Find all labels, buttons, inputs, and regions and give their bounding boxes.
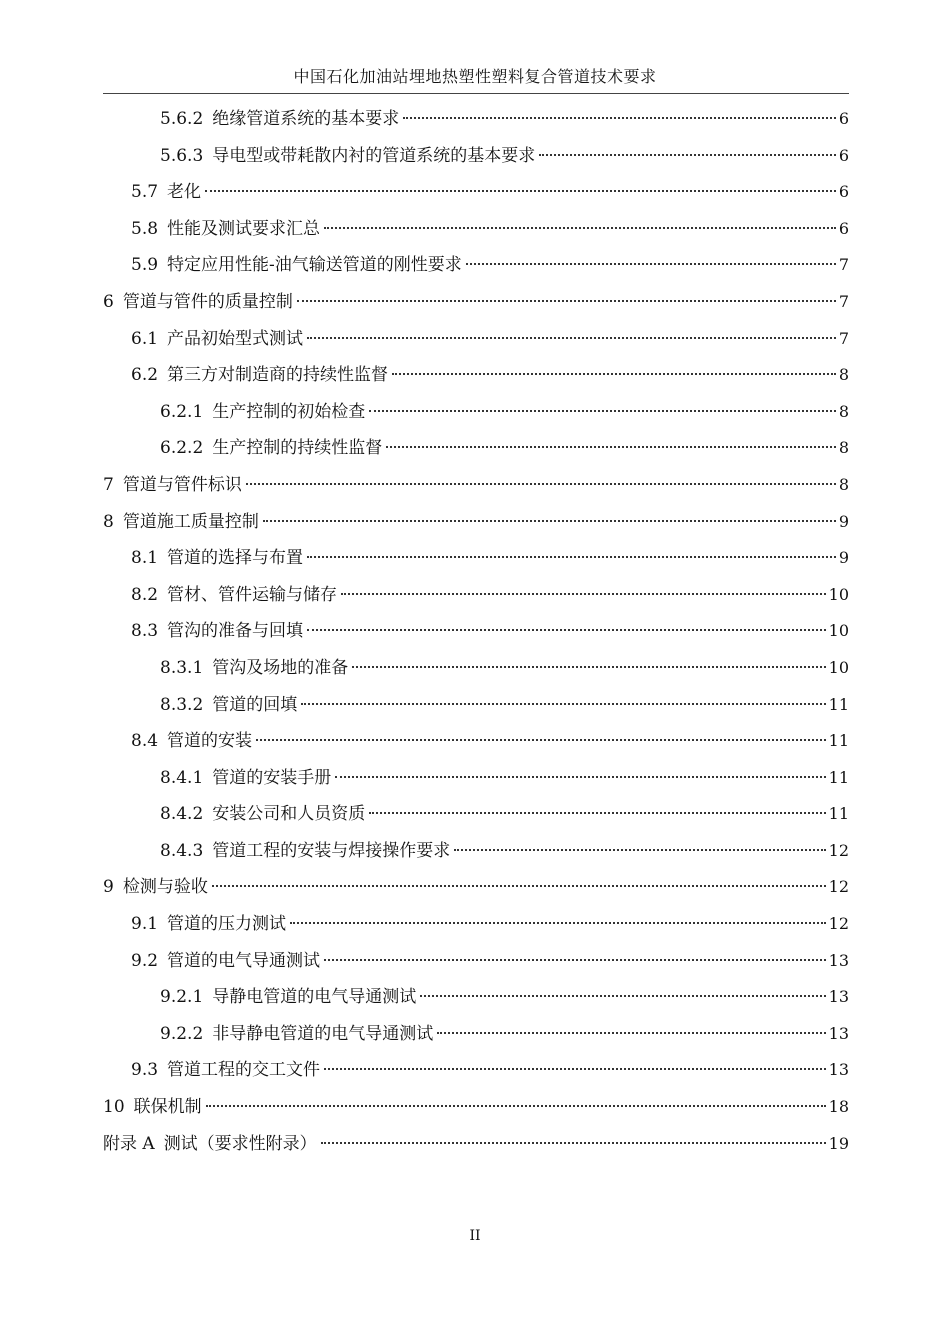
toc-entry-page: 7	[838, 328, 849, 348]
toc-entry-number: 6.2	[131, 365, 159, 386]
toc-entry-number: 5.8	[131, 218, 159, 239]
toc-dot-leader	[324, 1068, 826, 1070]
toc-entry-number: 5.6.3	[160, 145, 204, 166]
toc-entry-number: 8.3	[131, 621, 159, 642]
toc-entry[interactable]	[103, 431, 849, 468]
toc-entry-title: 管道的电气导通测试	[167, 950, 321, 971]
toc-entry[interactable]	[103, 322, 849, 359]
toc-entry-page: 13	[828, 987, 849, 1007]
toc-entry-title: 管道的回填	[212, 694, 298, 715]
toc-entry-page: 6	[838, 145, 849, 165]
toc-entry-page: 11	[828, 731, 849, 751]
toc-entry-page: 8	[838, 365, 849, 385]
toc-entry-page: 7	[838, 291, 849, 311]
toc-entry-number: 8.4.2	[160, 804, 204, 825]
toc-entry-page: 8	[838, 438, 849, 458]
toc-entry[interactable]	[103, 1017, 849, 1054]
toc-entry-number: 6	[103, 291, 114, 312]
toc-dot-leader	[307, 337, 836, 339]
toc-entry[interactable]	[103, 1053, 849, 1090]
toc-dot-leader	[437, 1032, 825, 1034]
toc-entry[interactable]	[103, 1090, 849, 1127]
toc-entry-page: 18	[828, 1097, 849, 1117]
toc-entry-title: 管道工程的交工文件	[167, 1060, 321, 1081]
toc-dot-leader	[321, 1142, 826, 1144]
toc-entry[interactable]	[103, 1127, 849, 1164]
toc-entry-title: 老化	[167, 182, 202, 203]
toc-entry-page: 11	[828, 804, 849, 824]
toc-entry-title: 生产控制的持续性监督	[212, 438, 383, 459]
toc-entry-number: 8	[103, 511, 114, 532]
toc-entry-number: 6.2.1	[160, 401, 204, 422]
toc-entry[interactable]	[103, 139, 849, 176]
toc-entry-title: 管道的安装	[167, 731, 253, 752]
toc-entry-title: 检测与验收	[122, 877, 208, 898]
toc-dot-leader	[290, 922, 826, 924]
toc-entry[interactable]	[103, 248, 849, 285]
toc-entry-number: 9.2.2	[160, 1023, 204, 1044]
toc-entry[interactable]	[103, 358, 849, 395]
toc-entry[interactable]	[103, 395, 849, 432]
toc-entry[interactable]	[103, 688, 849, 725]
toc-entry-page: 6	[838, 218, 849, 238]
toc-entry-number: 8.4	[131, 731, 159, 752]
toc-entry-page: 13	[828, 1060, 849, 1080]
toc-entry[interactable]	[103, 102, 849, 139]
toc-entry-page: 10	[828, 657, 849, 677]
toc-entry-title: 管沟及场地的准备	[212, 657, 349, 678]
toc-entry[interactable]	[103, 175, 849, 212]
toc-entry-page: 13	[828, 1023, 849, 1043]
toc-entry-title: 绝缘管道系统的基本要求	[212, 109, 400, 129]
toc-dot-leader	[392, 373, 836, 375]
toc-entry-title: 导电型或带耗散内衬的管道系统的基本要求	[212, 145, 536, 166]
toc-dot-leader	[205, 190, 836, 192]
toc-entry-title: 生产控制的初始检查	[212, 401, 366, 422]
toc-entry-number: 5.6.2	[160, 109, 204, 129]
toc-entry-number: 8.3.1	[160, 657, 204, 678]
page-header-title: 中国石化加油站埋地热塑性塑料复合管道技术要求	[293, 67, 657, 86]
toc-entry-title: 管道与管件标识	[122, 474, 242, 495]
toc-entry-number: 9.2	[131, 950, 159, 971]
toc-dot-leader	[352, 666, 825, 668]
toc-dot-leader	[341, 593, 826, 595]
toc-entry-title: 管道的安装手册	[212, 767, 332, 788]
toc-dot-leader	[212, 885, 826, 887]
toc-entry-number: 9	[103, 877, 114, 898]
toc-entry[interactable]	[103, 285, 849, 322]
toc-entry[interactable]	[103, 505, 849, 542]
toc-dot-leader	[324, 959, 826, 961]
toc-entry-title: 第三方对制造商的持续性监督	[167, 365, 389, 386]
toc-entry-number: 6.1	[131, 328, 159, 349]
toc-dot-leader	[246, 483, 836, 485]
toc-entry-page: 12	[828, 840, 849, 860]
toc-dot-leader	[324, 227, 836, 229]
toc-entry[interactable]	[103, 944, 849, 981]
toc-entry-title: 管道施工质量控制	[122, 511, 259, 532]
toc-entry[interactable]	[103, 980, 849, 1017]
toc-entry-title: 管道与管件的质量控制	[122, 291, 293, 312]
toc-entry-title: 联保机制	[133, 1097, 202, 1118]
toc-entry[interactable]	[103, 907, 849, 944]
toc-entry-page: 8	[838, 401, 849, 421]
toc-entry[interactable]	[103, 724, 849, 761]
toc-entry-page: 11	[828, 694, 849, 714]
toc-entry[interactable]	[103, 541, 849, 578]
toc-entry-number: 9.1	[131, 914, 159, 935]
toc-dot-leader	[307, 629, 826, 631]
toc-dot-leader	[256, 739, 826, 741]
toc-entry-page: 10	[828, 584, 849, 604]
toc-entry-page: 10	[828, 621, 849, 641]
toc-entry-page: 19	[828, 1133, 849, 1153]
toc-dot-leader	[301, 703, 825, 705]
toc-entry[interactable]	[103, 870, 849, 907]
toc-dot-leader	[369, 410, 836, 412]
toc-entry-number: 5.9	[131, 255, 159, 276]
toc-dot-leader	[335, 776, 825, 778]
toc-dot-leader	[263, 520, 836, 522]
toc-entry-number: 8.4.3	[160, 840, 204, 861]
toc-entry-number: 10	[103, 1097, 125, 1118]
toc-entry-number: 5.7	[131, 182, 159, 203]
toc-dot-leader	[307, 556, 836, 558]
toc-entry-title: 测试（要求性附录）	[163, 1133, 317, 1154]
toc-entry-title: 特定应用性能-油气输送管道的刚性要求	[167, 255, 462, 276]
toc-entry-number: 9.2.1	[160, 987, 204, 1008]
toc-entry-page: 12	[828, 877, 849, 897]
toc-entry-title: 非导静电管道的电气导通测试	[212, 1023, 434, 1044]
toc-entry-title: 管道的压力测试	[167, 914, 287, 935]
toc-dot-leader	[466, 263, 836, 265]
toc-entry-title: 管沟的准备与回填	[167, 621, 304, 642]
toc-entry-number: 9.3	[131, 1060, 159, 1081]
toc-entry[interactable]	[103, 797, 849, 834]
toc-entry[interactable]	[103, 614, 849, 651]
toc-entry-number: 8.1	[131, 548, 159, 569]
toc-entry[interactable]	[103, 761, 849, 798]
toc-dot-leader	[386, 446, 836, 448]
toc-entry-title: 产品初始型式测试	[167, 328, 304, 349]
toc-entry[interactable]	[103, 212, 849, 249]
toc-entry-number: 附录 A	[103, 1133, 155, 1154]
toc-entry-title: 性能及测试要求汇总	[167, 218, 321, 239]
toc-entry-number: 7	[103, 474, 114, 495]
toc-entry-title: 管道工程的安装与焊接操作要求	[212, 840, 451, 861]
page-number: II	[469, 1228, 481, 1244]
toc-dot-leader	[420, 995, 825, 997]
toc-entry[interactable]	[103, 468, 849, 505]
toc-dot-leader	[206, 1105, 826, 1107]
toc-entry-page: 9	[838, 548, 849, 568]
toc-entry-title: 导静电管道的电气导通测试	[212, 987, 417, 1008]
toc-entry-page: 6	[838, 109, 849, 128]
toc-entry[interactable]	[103, 834, 849, 871]
toc-dot-leader	[403, 117, 836, 119]
table-of-contents	[103, 102, 849, 1163]
toc-entry-page: 7	[838, 255, 849, 275]
toc-dot-leader	[539, 154, 836, 156]
toc-entry-page: 12	[828, 914, 849, 934]
toc-entry-title: 管道的选择与布置	[167, 548, 304, 569]
toc-dot-leader	[369, 812, 825, 814]
toc-entry-number: 8.3.2	[160, 694, 204, 715]
toc-entry-number: 6.2.2	[160, 438, 204, 459]
toc-entry[interactable]	[103, 578, 849, 615]
header-divider	[103, 93, 849, 94]
toc-dot-leader	[297, 300, 836, 302]
toc-entry[interactable]	[103, 651, 849, 688]
toc-entry-page: 13	[828, 950, 849, 970]
toc-entry-title: 安装公司和人员资质	[212, 804, 366, 825]
toc-entry-page: 6	[838, 182, 849, 202]
toc-entry-number: 8.2	[131, 584, 159, 605]
toc-entry-page: 8	[838, 474, 849, 494]
toc-entry-page: 11	[828, 767, 849, 787]
toc-entry-title: 管材、管件运输与储存	[167, 584, 338, 605]
toc-entry-page: 9	[838, 511, 849, 531]
toc-entry-number: 8.4.1	[160, 767, 204, 788]
toc-dot-leader	[454, 849, 825, 851]
